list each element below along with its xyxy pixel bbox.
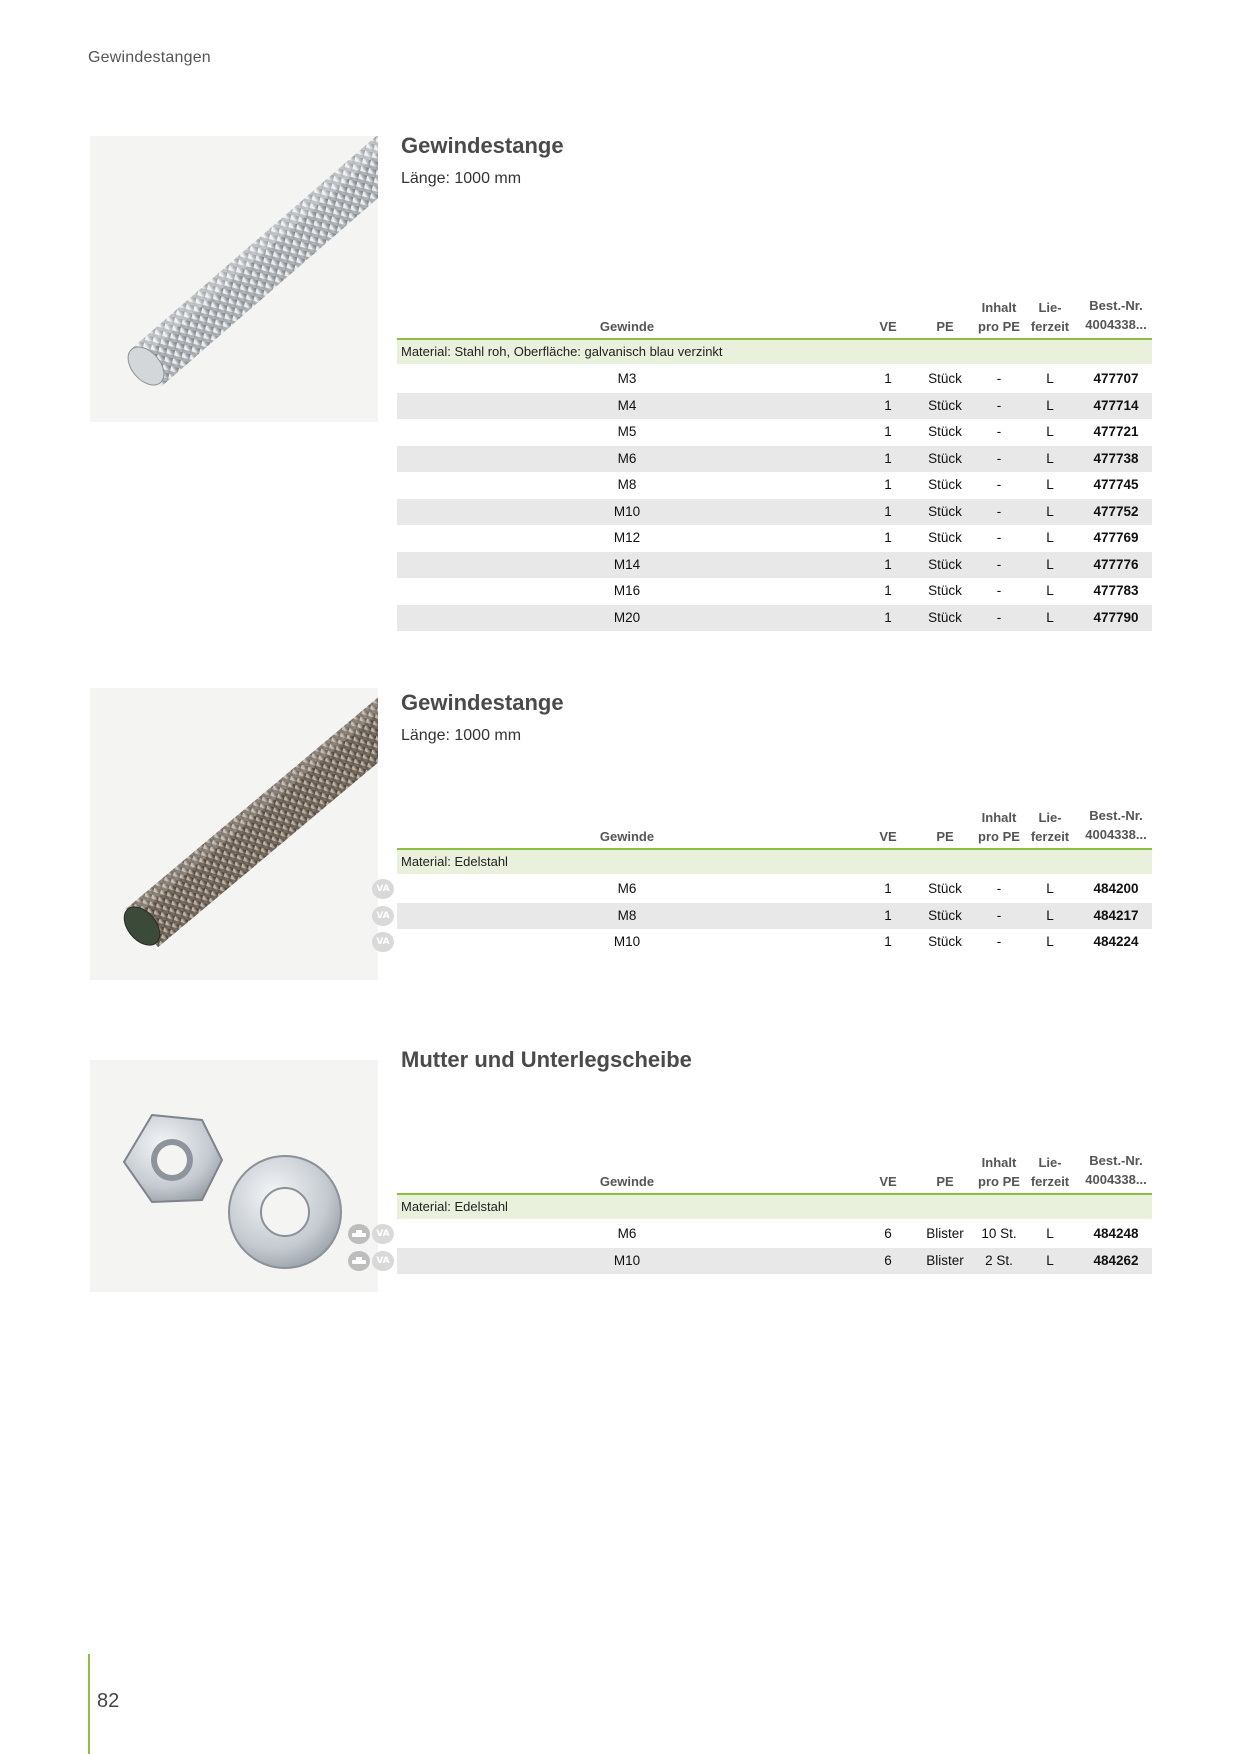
cell-ve: 1 [884, 881, 892, 896]
cell-lieferzeit: L [1046, 609, 1054, 625]
cell-inhalt: - [996, 503, 1002, 519]
col-ve: VE [879, 319, 897, 334]
table-header [397, 788, 1152, 848]
cell-gewinde: M6 [617, 881, 637, 896]
cell-gewinde: M20 [613, 609, 641, 625]
cell-pe: Stück [928, 556, 962, 572]
cell-ve: 1 [884, 907, 892, 923]
cell-pe: Stück [928, 503, 962, 519]
cell-inhalt: - [996, 424, 1002, 439]
col-bestnr: Best.-Nr. 4004338... [1085, 1153, 1147, 1187]
page-number: 82 [97, 1690, 120, 1712]
cell-gewinde: M8 [617, 907, 637, 923]
cell-ve: 1 [884, 934, 892, 949]
table-row [397, 605, 1152, 632]
col-inhalt: Inhalt pro PE [978, 300, 1020, 334]
cell-lieferzeit: L [1046, 503, 1054, 519]
row-icons [372, 879, 394, 899]
cell-gewinde: M10 [613, 934, 641, 949]
cell-ve: 6 [884, 1226, 892, 1241]
col-inhalt: Inhalt pro PE [978, 810, 1020, 844]
cell-ve: 1 [884, 397, 892, 413]
cell-lieferzeit: L [1046, 583, 1054, 598]
cell-bestnr: 477745 [1093, 477, 1139, 492]
cell-ve: 1 [884, 609, 892, 625]
col-pe: PE [936, 1174, 954, 1189]
cell-bestnr: 484217 [1093, 907, 1139, 923]
table-row [397, 446, 1152, 473]
cell-ve: 1 [884, 424, 892, 439]
col-gewinde: Gewinde [599, 829, 655, 844]
cell-inhalt: - [996, 583, 1002, 598]
cell-ve: 1 [884, 477, 892, 492]
cell-pe: Stück [928, 530, 962, 545]
va-stainless-icon: VA [372, 1224, 394, 1244]
cell-gewinde: M4 [617, 397, 637, 413]
table-header [397, 278, 1152, 338]
col-lieferzeit: Lie- ferzeit [1030, 300, 1070, 334]
col-pe: PE [936, 319, 954, 334]
col-bestnr: Best.-Nr. 4004338... [1085, 298, 1147, 332]
cell-bestnr: 477738 [1093, 450, 1139, 466]
cell-pe: Stück [928, 371, 962, 386]
cell-pe: Stück [928, 450, 962, 466]
material-row: Material: Edelstahl [397, 1195, 1152, 1221]
blister-pack-icon [348, 1251, 370, 1271]
cell-bestnr: 484262 [1093, 1252, 1139, 1268]
cell-lieferzeit: L [1046, 907, 1054, 923]
material-row: Material: Stahl roh, Oberfläche: galvanisch blau verzinkt [397, 340, 1152, 366]
cell-lieferzeit: L [1046, 556, 1054, 572]
cell-lieferzeit: L [1046, 450, 1054, 466]
cell-inhalt: - [996, 881, 1002, 896]
cell-gewinde: M14 [613, 556, 641, 572]
cell-pe: Stück [928, 477, 962, 492]
cell-inhalt: - [996, 530, 1002, 545]
cell-lieferzeit: L [1046, 1226, 1054, 1241]
va-stainless-icon: VA [372, 1251, 394, 1271]
table-row [376, 903, 1152, 930]
col-bestnr: Best.-Nr. 4004338... [1085, 808, 1147, 842]
cell-lieferzeit: L [1046, 881, 1054, 896]
cell-inhalt: - [996, 907, 1002, 923]
cell-lieferzeit: L [1046, 424, 1054, 439]
col-gewinde: Gewinde [599, 319, 655, 334]
cell-gewinde: M5 [617, 424, 637, 439]
cell-bestnr: 477776 [1093, 556, 1139, 572]
table-row [376, 929, 1152, 956]
cell-bestnr: 484200 [1093, 881, 1139, 896]
row-icons [348, 1251, 394, 1271]
cell-inhalt: 2 St. [985, 1252, 1013, 1268]
cell-inhalt: - [996, 556, 1002, 572]
col-inhalt: Inhalt pro PE [978, 1155, 1020, 1189]
product-title: Mutter und Unterlegscheibe [401, 1047, 692, 1072]
page-number-rule [88, 1654, 90, 1754]
table-row [397, 552, 1152, 579]
table-row [397, 525, 1152, 552]
cell-ve: 1 [884, 503, 892, 519]
table-row [397, 578, 1152, 605]
cell-pe: Stück [928, 934, 962, 949]
product-subtitle: Länge: 1000 mm [401, 170, 522, 187]
cell-inhalt: - [996, 450, 1002, 466]
cell-pe: Blister [926, 1226, 964, 1241]
cell-ve: 1 [884, 450, 892, 466]
cell-bestnr: 477721 [1093, 424, 1139, 439]
cell-ve: 6 [884, 1252, 892, 1268]
va-stainless-icon: VA [372, 879, 394, 899]
cell-inhalt: - [996, 609, 1002, 625]
table-row [376, 1248, 1152, 1275]
table-row [376, 1221, 1152, 1248]
cell-pe: Stück [928, 907, 962, 923]
product-photo-nut-washer [90, 1060, 378, 1292]
col-ve: VE [879, 1174, 897, 1189]
table-row [397, 393, 1152, 420]
table-row [397, 499, 1152, 526]
cell-lieferzeit: L [1046, 371, 1054, 386]
cell-bestnr: 477714 [1093, 397, 1139, 413]
product-table-1 [397, 278, 1152, 631]
material-row: Material: Edelstahl [397, 850, 1152, 876]
cell-pe: Stück [928, 881, 962, 896]
cell-bestnr: 477707 [1093, 371, 1139, 386]
table-row [397, 419, 1152, 446]
cell-bestnr: 484224 [1093, 934, 1139, 949]
cell-lieferzeit: L [1046, 397, 1054, 413]
cell-gewinde: M16 [613, 583, 641, 598]
cell-bestnr: 477752 [1093, 503, 1139, 519]
va-stainless-icon: VA [372, 932, 394, 952]
cell-pe: Stück [928, 583, 962, 598]
cell-inhalt: - [996, 477, 1002, 492]
cell-gewinde: M10 [613, 1252, 641, 1268]
cell-bestnr: 477790 [1093, 609, 1139, 625]
col-lieferzeit: Lie- ferzeit [1030, 810, 1070, 844]
cell-gewinde: M8 [617, 477, 637, 492]
cell-bestnr: 477769 [1093, 530, 1139, 545]
zinc-threaded-rod-icon [90, 136, 378, 422]
col-lieferzeit: Lie- ferzeit [1030, 1155, 1070, 1189]
cell-ve: 1 [884, 530, 892, 545]
row-icons [372, 906, 394, 926]
product-title: Gewindestange [401, 133, 564, 158]
table-row [397, 472, 1152, 499]
stainless-threaded-rod-icon [90, 688, 378, 980]
product-table-3 [376, 1133, 1152, 1274]
cell-lieferzeit: L [1046, 934, 1054, 949]
va-stainless-icon: VA [372, 906, 394, 926]
cell-ve: 1 [884, 583, 892, 598]
cell-gewinde: M12 [613, 530, 641, 545]
table-row [397, 366, 1152, 393]
table-row [376, 876, 1152, 903]
cell-lieferzeit: L [1046, 477, 1054, 492]
product-photo-stainless-rod [90, 688, 378, 980]
cell-bestnr: 477783 [1093, 583, 1139, 598]
cell-pe: Blister [926, 1252, 964, 1268]
col-ve: VE [879, 829, 897, 844]
cell-pe: Stück [928, 609, 962, 625]
cell-ve: 1 [884, 556, 892, 572]
cell-lieferzeit: L [1046, 530, 1054, 545]
cell-inhalt: - [996, 397, 1002, 413]
cell-gewinde: M6 [617, 450, 637, 466]
cell-ve: 1 [884, 371, 892, 386]
cell-inhalt: - [996, 371, 1002, 386]
col-gewinde: Gewinde [599, 1174, 655, 1189]
cell-gewinde: M6 [617, 1226, 637, 1241]
product-photo-zinc-rod [90, 136, 378, 422]
row-icons [372, 932, 394, 952]
running-head: Gewindestangen [88, 49, 211, 66]
cell-gewinde: M10 [613, 503, 641, 519]
product-title: Gewindestange [401, 690, 564, 715]
product-subtitle: Länge: 1000 mm [401, 727, 522, 744]
product-table-2 [376, 788, 1152, 956]
cell-inhalt: - [996, 934, 1002, 949]
cell-bestnr: 484248 [1093, 1226, 1139, 1241]
cell-inhalt: 10 St. [981, 1226, 1017, 1241]
cell-pe: Stück [928, 397, 962, 413]
row-icons [348, 1224, 394, 1244]
nut-and-washer-icon [90, 1060, 378, 1292]
col-pe: PE [936, 829, 954, 844]
cell-lieferzeit: L [1046, 1252, 1054, 1268]
cell-pe: Stück [928, 424, 962, 439]
cell-gewinde: M3 [617, 371, 637, 386]
blister-pack-icon [348, 1224, 370, 1244]
table-header [397, 1133, 1152, 1193]
